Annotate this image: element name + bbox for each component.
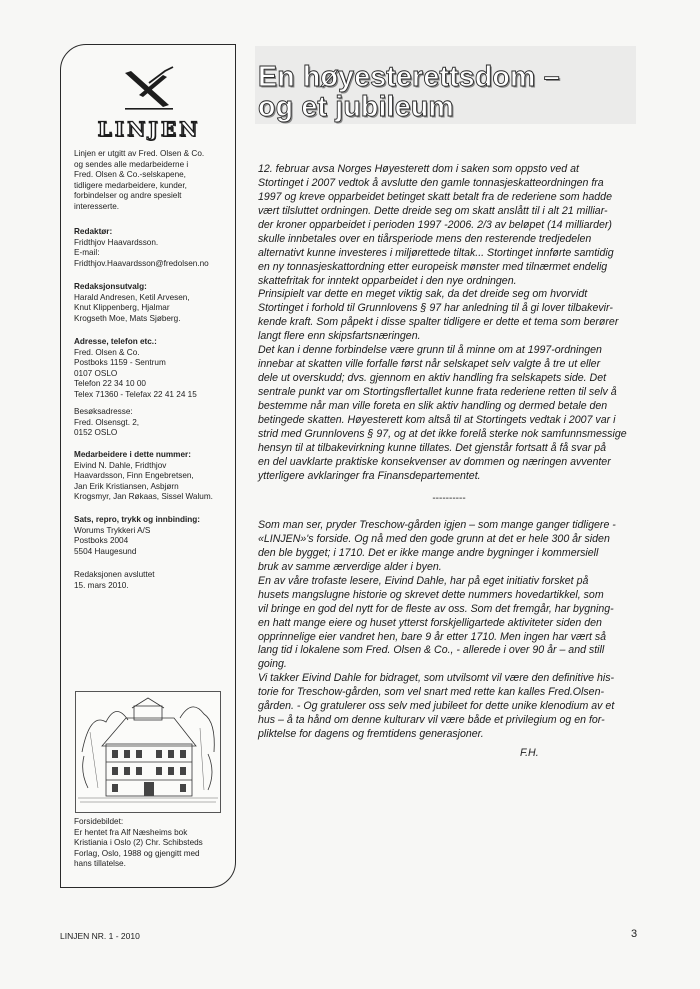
intro-line: og sendes alle medarbeiderne i: [74, 159, 189, 169]
intro-line: Linjen er utgitt av Fred. Olsen & Co.: [74, 149, 205, 158]
editor-heading: Redaktør:: [74, 227, 113, 236]
intro-line: tidligere medarbeidere, kunder,: [74, 180, 187, 190]
body-line: en ny tonnasjeskattordning etter europeisk mønster med tilnærmet endelig: [258, 260, 608, 273]
address-heading: Adresse, telefon etc.:: [74, 337, 157, 346]
editor-line: Fridthjov Haavardsson.: [74, 237, 159, 247]
body-line: opprinnelige eier vandret hen, bare 9 år etter 1710. Men ingen har vært så: [258, 630, 607, 643]
body-line: kende kraft. Som påpekt i disse spalter tidligere er dette et tema som berører: [258, 316, 619, 329]
body-line: «LINJEN»'s forside. Og nå med den gode grunn at det er hele 300 år siden: [258, 532, 610, 545]
body-line: vil bringe en god del nytt for de fleste av oss. Som det fremgår, har bygning-: [258, 602, 614, 615]
visiting-address-line: 0152 OSLO: [74, 428, 118, 438]
linjen-wordmark: LINJEN: [97, 117, 201, 141]
editorial-board-line: Harald Andresen, Ketil Arvesen,: [74, 292, 190, 302]
body-line: en hatt mange eiere og huset ytterst forskjelligartede aktiviteter siden den: [258, 616, 602, 629]
masthead-logo: [61, 65, 237, 141]
address-line: Fred. Olsen & Co.: [74, 347, 140, 357]
body-line: En av våre trofaste lesere, Eivind Dahle, har på eget initiativ forsket på: [258, 574, 589, 587]
body-line: vært tilsluttet ordningen. Dette dreide seg om skatt anslått til i alt 21 milliar-: [258, 204, 608, 217]
editorial-board-line: Krogseth Moe, Mats Sjøberg.: [74, 313, 181, 323]
publisher-info: [74, 149, 234, 213]
address-info: [74, 337, 234, 401]
building-sketch-image: [76, 692, 220, 812]
contributors: [74, 450, 234, 503]
address-line: Telex 71360 - Telefax 22 41 24 15: [74, 389, 197, 399]
intro-line: forbindelser og andre spesielt: [74, 191, 182, 201]
treschow-garden-sketch: [75, 691, 221, 813]
body-line: en del uavklarte praktiske konsekvenser av dommen og næringen avventer: [258, 455, 611, 468]
article-body-part-2: [258, 519, 640, 742]
contributors-line: Eivind N. Dahle, Fridthjov: [74, 460, 167, 470]
body-line: Stortinget i forhold til Grunnlovens § 97 har anledning til å gi lover tilbakevir-: [258, 302, 613, 315]
body-line: dele ut overskudd; dvs. gjennom en aktiv handling fra selskapets side. Det: [258, 372, 607, 385]
body-line: betingede skatten. Høyesterett kom altså til at Stortingets vedtak i 2007 var i: [258, 413, 616, 426]
body-line: Prinsipielt var dette en meget viktig sak, da det dreide seg om hvorvidt: [258, 288, 588, 301]
body-line: lang tid i lokalene som Fred. Olsen & Co., - allerede i over 90 år – and still: [258, 644, 605, 657]
body-line: Det kan i denne forbindelse være grunn til å minne om at 1997-ordningen: [258, 344, 602, 357]
intro-line: interesserte.: [74, 201, 120, 211]
address-line: Telefon 22 34 10 00: [74, 379, 146, 389]
printer-line: Worums Trykkeri A/S: [74, 525, 151, 535]
editor-email: Fridthjov.Haavardsson@fredolsen.no: [74, 258, 209, 268]
visiting-address-line: Fred. Olsensgt. 2,: [74, 417, 140, 427]
printer-line: Postboks 2004: [74, 536, 129, 546]
section-separator: ----------: [432, 493, 466, 504]
signature: F.H.: [520, 747, 539, 759]
body-line: hensyn til at tilbakevirkning kunne tillates. Det gjenstår fortsatt å få svar på: [258, 441, 607, 454]
visiting-address-line: Besøksadresse:: [74, 407, 133, 416]
editorial-deadline: [74, 570, 234, 591]
editor-line: E-mail:: [74, 248, 100, 258]
body-line: husets mangslugne historie og skrevet dette nummers hovedartikkel, som: [258, 588, 604, 601]
address-line: 0107 OSLO: [74, 368, 118, 378]
body-line: bestemme når man ville foreta en slik aktiv handling og dermed betale den: [258, 399, 608, 412]
body-line: Vi takker Eivind Dahle for bidraget, som utvilsomt vil være den definitive his-: [258, 672, 615, 685]
body-line: gården. - Og gratulerer oss selv med jubileet for dette unike klenodium av et: [258, 700, 615, 713]
body-line: 12. februar avsa Norges Høyesterett dom i saken som oppsto ved at: [258, 163, 579, 175]
page-number: 3: [631, 928, 638, 940]
printer-heading: Sats, repro, trykk og innbinding:: [74, 515, 201, 524]
body-line: Som man ser, pryder Treschow-gården igjen – som mange ganger tidligere -: [258, 519, 616, 531]
body-line: innebar at skatten ville forfalle først når selskapet selv valgte å tre ut eller: [258, 358, 601, 371]
deadline-line: 15. mars 2010.: [74, 580, 129, 590]
cover-credit-line: Er hentet fra Alf Næsheims bok: [74, 827, 188, 837]
editor-info: [74, 227, 234, 269]
body-line: 1997 og kreve opparbeidet betinget skatt betalt fra de rederiene som hadde: [258, 190, 612, 203]
article-title: [258, 62, 648, 122]
intro-line: Fred. Olsen & Co.-selskapene,: [74, 170, 186, 180]
body-line: ytterligere avklaringer fra Finansdepartementet.: [258, 469, 481, 482]
title-line: En høyesterettsdom –: [258, 61, 560, 93]
body-line: alternativt kunne investeres i miljørettede tiltak... Stortinget innførte samtidig: [258, 246, 614, 259]
cover-credit-line: hans tillatelse.: [74, 859, 126, 869]
body-line: strid med Grunnlovens § 97, og at det ikke forelå sterke nok samfunnsmessige: [258, 427, 627, 440]
body-line: going.: [258, 658, 287, 671]
cover-credit-line: Forlag, Oslo, 1988 og gjengitt med: [74, 848, 200, 858]
editorial-board: [74, 282, 234, 324]
body-line: sentrale punkt var om Stortingsflertallet kunne frata rederiene retten til selv å: [258, 386, 617, 398]
contributors-line: Krogsmyr, Jan Røkaas, Sissel Walum.: [74, 492, 213, 502]
body-line: langt flere enn skipsfartsnæringen.: [258, 330, 421, 343]
cover-credit-line: Forsidebildet:: [74, 817, 124, 826]
body-line: pliktelse for dagens og fremtidens generasjoner.: [258, 728, 484, 741]
article-body-part-1: [258, 163, 640, 484]
editorial-board-heading: Redaksjonsutvalg:: [74, 282, 147, 291]
contributors-line: Haavardsson, Finn Engebretsen,: [74, 471, 194, 481]
cover-credit-line: Kristiania i Oslo (2) Chr. Schibsteds: [74, 838, 203, 848]
body-line: der kroner opparbeidet i perioden 1997 -2006. 2/3 av beløpet (14 milliarder): [258, 218, 612, 231]
printer-info: [74, 515, 234, 557]
issue-footer: LINJEN NR. 1 - 2010: [60, 931, 140, 941]
contributors-heading: Medarbeidere i dette nummer:: [74, 450, 191, 459]
body-line: Stortinget i 2007 vedtok å avslutte den gamle tonnasjeskatteordningen fra: [258, 176, 604, 189]
contributors-line: Jan Erik Kristiansen, Asbjørn: [74, 481, 179, 491]
masthead-panel: [60, 44, 236, 888]
body-line: skulle innbetales over en tiårsperiode mens den resterende tredjedelen: [258, 232, 592, 245]
body-line: bruk av samme ærverdige alder i byen.: [258, 560, 442, 573]
editorial-board-line: Knut Klippenberg, Hjalmar: [74, 303, 170, 313]
flag-logo-icon: [119, 65, 179, 111]
body-line: skattefritak for inntekt opparbeidet i den nye ordningen.: [258, 274, 517, 287]
body-line: hus – å ta hånd om denne kulturarv vil være både et privilegium og en for-: [258, 714, 605, 727]
printer-line: 5504 Haugesund: [74, 546, 137, 556]
address-line: Postboks 1159 - Sentrum: [74, 358, 166, 368]
deadline-line: Redaksjonen avsluttet: [74, 570, 155, 579]
cover-credit: [74, 817, 234, 870]
visiting-address: [74, 407, 234, 439]
title-line: og et jubileum: [258, 91, 454, 123]
body-line: den ble bygget; i 1710. Det er ikke mange andre bygninger i kommersiell: [258, 546, 599, 559]
body-line: torie for Treschow-gården, som vel snart med rette kan kalles Fred.Olsen-: [258, 686, 604, 699]
